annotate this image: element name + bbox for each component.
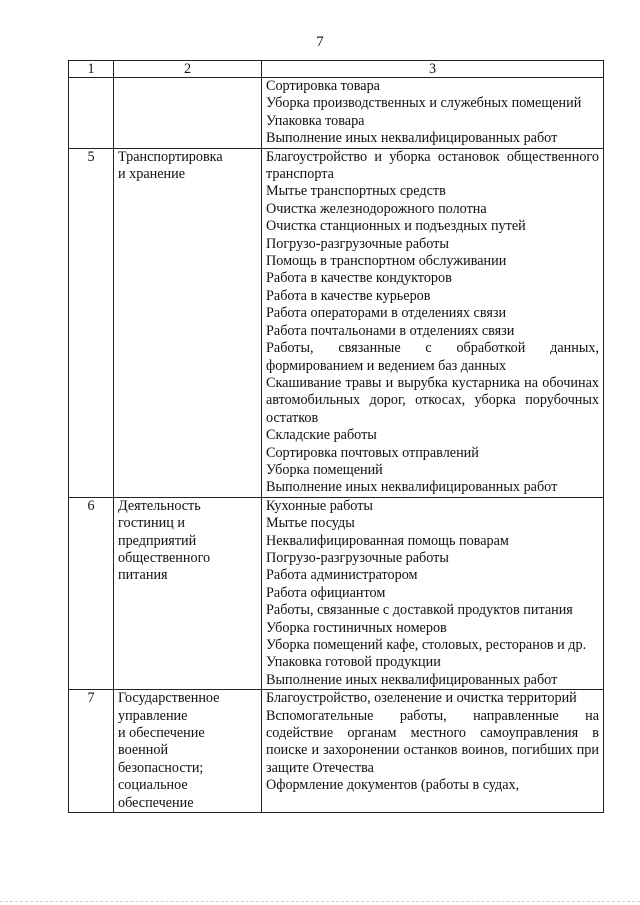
row-number: 6 bbox=[69, 497, 114, 689]
table-row bbox=[69, 497, 604, 689]
work-item: Упаковка товара bbox=[266, 112, 365, 129]
work-item: Выполнение иных неквалифицированных работ bbox=[266, 671, 558, 688]
works-table bbox=[68, 60, 604, 813]
header-col-1: 1 bbox=[69, 61, 114, 78]
activity-name-line: предприятий bbox=[118, 532, 197, 549]
activity-name-line: управление bbox=[118, 707, 188, 724]
activity-name-line: социальное bbox=[118, 777, 188, 794]
activity-name-line: и обеспечение bbox=[118, 725, 205, 742]
activity-name-line: общественного bbox=[118, 549, 211, 566]
activity-name-line: гостиниц и bbox=[118, 515, 185, 532]
work-item: Складские работы bbox=[266, 427, 377, 444]
work-item: Работа официантом bbox=[266, 584, 386, 601]
activity-name-line: обеспечение bbox=[118, 794, 194, 811]
activity-name-line: питания bbox=[118, 567, 168, 584]
work-item: Выполнение иных неквалифицированных работ bbox=[266, 130, 558, 147]
header-col-3: 3 bbox=[262, 61, 604, 78]
works-list bbox=[262, 148, 604, 497]
work-item: Уборка помещений bbox=[266, 461, 383, 478]
work-item: Оформление документов (работы в судах, bbox=[266, 777, 520, 794]
work-item: Кухонные работы bbox=[266, 497, 373, 514]
work-item: Погрузо-разгрузочные работы bbox=[266, 235, 449, 252]
work-item: Упаковка готовой продукции bbox=[266, 654, 441, 671]
work-item: Работа в качестве курьеров bbox=[266, 287, 431, 304]
work-item: Благоустройство, озеленение и очистка территорий bbox=[266, 690, 577, 707]
activity-name-line: Государственное bbox=[118, 690, 220, 707]
work-item: Уборка гостиничных номеров bbox=[266, 619, 447, 636]
table-row bbox=[69, 148, 604, 497]
header-col-2: 2 bbox=[114, 61, 262, 78]
table-row bbox=[69, 690, 604, 813]
work-item: Работа в качестве кондукторов bbox=[266, 270, 452, 287]
activity-name bbox=[114, 690, 262, 813]
work-item: Скашивание травы и вырубка кустарника на обочинах автомобильных дорог, откосах, уборка порубочных остатков bbox=[266, 374, 599, 426]
work-item: Уборка производственных и служебных помещений bbox=[266, 95, 582, 112]
work-item: Мытье транспортных средств bbox=[266, 183, 446, 200]
work-item: Сортировка товара bbox=[266, 78, 380, 94]
row-number bbox=[69, 78, 114, 149]
table-row bbox=[69, 78, 604, 149]
work-item: Работы, связанные с доставкой продуктов питания bbox=[266, 602, 573, 619]
page-number: 7 bbox=[316, 34, 324, 50]
work-item: Сортировка почтовых отправлений bbox=[266, 444, 479, 461]
work-item: Очистка станционных и подъездных путей bbox=[266, 218, 526, 235]
activity-name bbox=[114, 497, 262, 689]
activity-name-line: безопасности; bbox=[118, 759, 204, 776]
work-item: Работа операторами в отделениях связи bbox=[266, 305, 507, 322]
work-item: Работы, связанные с обработкой данных, формированием и ведением баз данных bbox=[266, 340, 599, 374]
work-item: Благоустройство и уборка остановок общественного транспорта bbox=[266, 148, 599, 183]
works-list bbox=[262, 497, 604, 689]
activity-name-line: Деятельность bbox=[118, 497, 201, 514]
page-bottom-edge bbox=[0, 901, 640, 905]
activity-name-line: и хранение bbox=[118, 166, 185, 183]
activity-name bbox=[114, 78, 262, 149]
work-item: Уборка помещений кафе, столовых, ресторанов и др. bbox=[266, 637, 587, 653]
work-item: Работа почтальонами в отделениях связи bbox=[266, 322, 515, 339]
work-item: Вспомогательные работы, направленные на содействие органам местного самоуправления в поиске и захоронении останков воинов, погибших при защите Отечества bbox=[266, 707, 599, 776]
activity-name-line: Транспортировка bbox=[118, 148, 223, 165]
work-item: Работа администратором bbox=[266, 567, 418, 584]
works-list bbox=[262, 78, 604, 149]
work-item: Помощь в транспортном обслуживании bbox=[266, 253, 507, 270]
work-item: Мытье посуды bbox=[266, 515, 355, 532]
work-item: Неквалифицированная помощь поварам bbox=[266, 532, 509, 549]
work-item: Очистка железнодорожного полотна bbox=[266, 200, 487, 217]
row-number: 5 bbox=[69, 148, 114, 497]
row-number: 7 bbox=[69, 690, 114, 813]
activity-name bbox=[114, 148, 262, 497]
work-item: Выполнение иных неквалифицированных работ bbox=[266, 479, 558, 496]
table-header-row bbox=[69, 61, 604, 78]
activity-name-line: военной bbox=[118, 742, 169, 759]
works-list bbox=[262, 690, 604, 813]
work-item: Погрузо-разгрузочные работы bbox=[266, 549, 449, 566]
